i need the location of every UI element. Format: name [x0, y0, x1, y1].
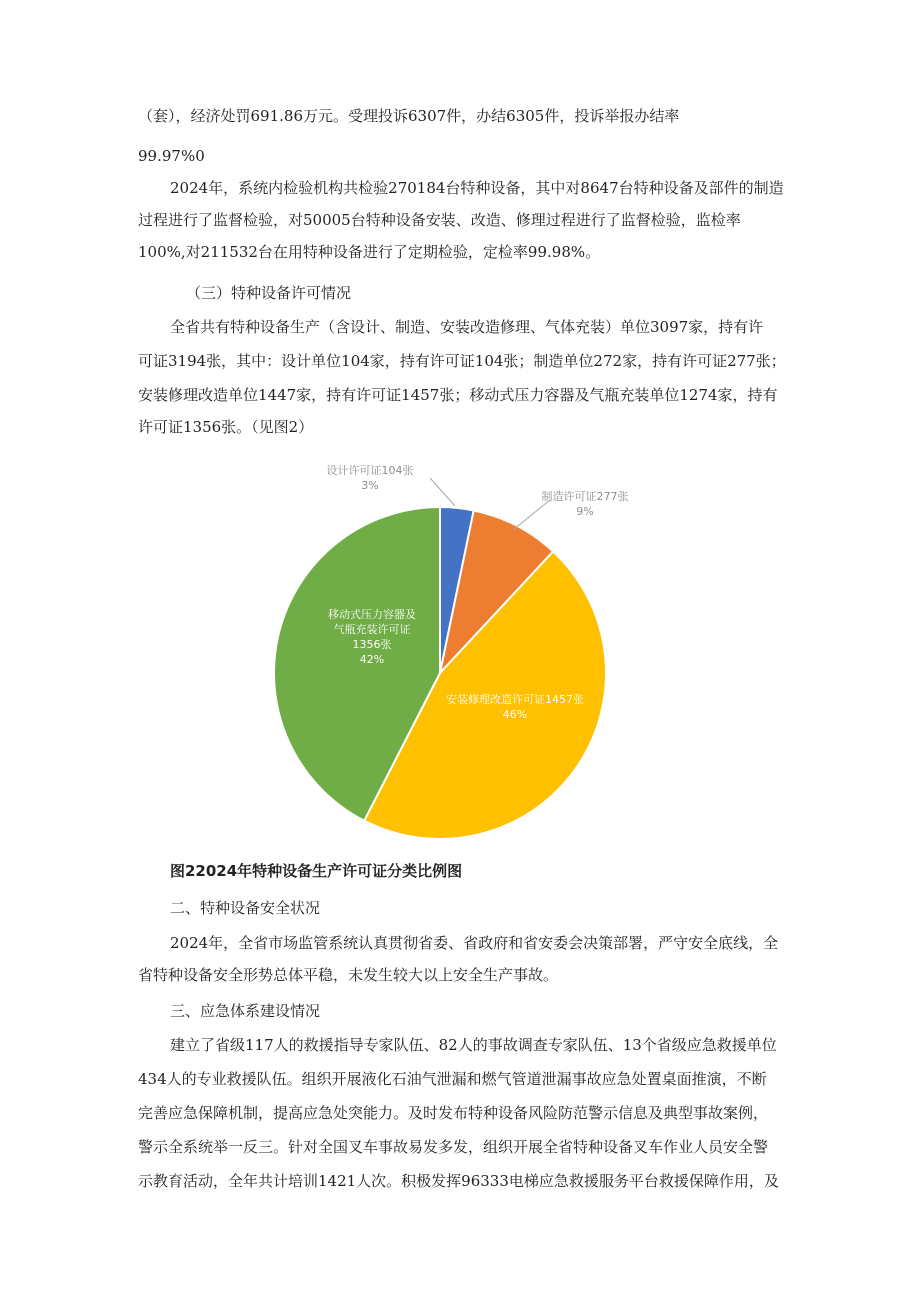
paragraph-line: 434人的专业救援队伍。组织开展液化石油气泄漏和燃气管道泄漏事故应急处置桌面推演，不断 [138, 1070, 767, 1088]
paragraph-line: 省特种设备安全形势总体平稳，未发生较大以上安全生产事故。 [138, 966, 559, 984]
slice-percent-label: 46% [502, 708, 528, 721]
paragraph-line: 2024年，系统内检验机构共检验270184台特种设备，其中对8647台特种设备及部件的制造 [170, 179, 784, 197]
paragraph-line: 警示全系统举一反三。针对全国叉车事故易发多发，组织开展全省特种设备叉车作业人员安全警 [138, 1138, 769, 1156]
paragraph-line: 100%,对211532台在用特种设备进行了定期检验，定检率99.98%。 [138, 243, 601, 261]
paragraph-line: 完善应急保障机制，提高应急处突能力。及时发布特种设备风险防范警示信息及典型事故案例， [138, 1104, 769, 1122]
slice-label: 制造许可证277张 [541, 490, 629, 503]
license-pie-chart [270, 458, 629, 818]
leader-line [430, 478, 455, 506]
slice-label: 1356张 [352, 638, 392, 651]
paragraph-line: 全省共有特种设备生产（含设计、制造、安装改造修理、气体充装）单位3097家，持有许 [170, 318, 764, 336]
paragraph-line: 可证3194张，其中：设计单位104家，持有许可证104张；制造单位272家，持有许可证277张； [138, 352, 786, 370]
pie-chart-svg [270, 458, 629, 818]
subsection-heading: （三）特种设备许可情况 [186, 284, 352, 302]
slice-label: 气瓶充装许可证 [333, 623, 411, 636]
leader-line [513, 500, 550, 530]
paragraph-line: 过程进行了监督检验，对50005台特种设备安装、改造、修理过程进行了监督检验，监检率 [138, 211, 741, 229]
figure-caption: 图22024年特种设备生产许可证分类比例图 [170, 862, 463, 880]
paragraph-line: 示教育活动，全年共计培训1421人次。积极发挥96333电梯应急救援服务平台救援保障作用，及 [138, 1172, 779, 1190]
section-title: 二、特种设备安全状况 [170, 899, 321, 917]
slice-percent-label: 42% [359, 653, 385, 666]
paragraph-line: 建立了省级117人的救援指导专家队伍、82人的事故调查专家队伍、13个省级应急救援单位 [170, 1036, 777, 1054]
slice-percent-label: 3% [361, 479, 379, 492]
paragraph-line: 2024年，全省市场监管系统认真贯彻省委、省政府和省安委会决策部署，严守安全底线，全 [170, 934, 779, 952]
section-title: 三、应急体系建设情况 [170, 1002, 321, 1020]
paragraph-line: 99.97%0 [138, 147, 205, 165]
paragraph-line: （套），经济处罚691.86万元。受理投诉6307件，办结6305件，投诉举报办结率 [138, 107, 680, 125]
slice-percent-label: 9% [576, 505, 594, 518]
slice-label: 设计许可证104张 [326, 464, 414, 477]
slice-label: 移动式压力容器及 [328, 608, 416, 621]
slice-label: 安装修理改造许可证1457张 [446, 693, 584, 706]
paragraph-line: 安装修理改造单位1447家，持有许可证1457张；移动式压力容器及气瓶充装单位1274家，持有 [138, 386, 778, 404]
paragraph-line: 许可证1356张。（见图2） [138, 418, 314, 436]
